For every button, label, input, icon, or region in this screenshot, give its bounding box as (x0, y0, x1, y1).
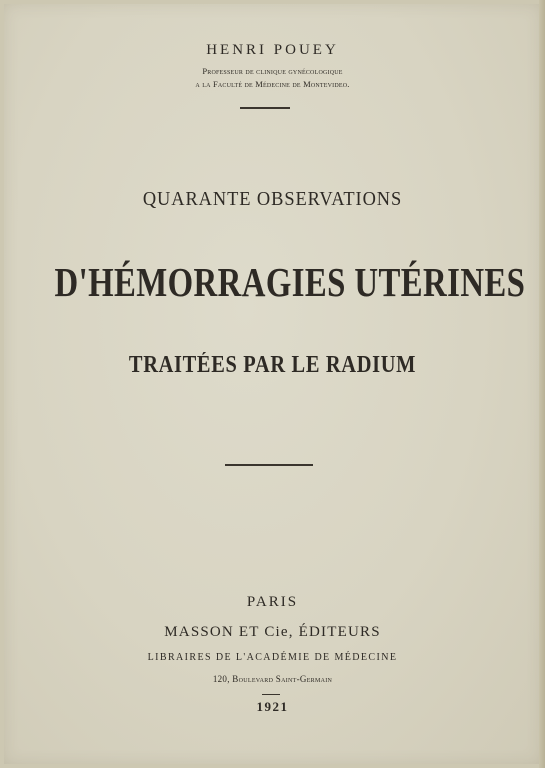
year-divider (262, 694, 280, 695)
top-divider (240, 107, 290, 109)
author-name: HENRI POUEY (206, 42, 339, 58)
publisher-address: 120, Boulevard Saint-Germain (212, 674, 333, 684)
publisher-name: MASSON ET Cie, ÉDITEURS (164, 624, 381, 640)
publication-year: 1921 (256, 699, 289, 714)
title-line-3: TRAITÉES PAR LE RADIUM (128, 352, 417, 378)
author-affiliation-line-2: a la Faculté de Médecine de Montevideo. (195, 79, 350, 89)
publisher-city: PARIS (246, 594, 299, 610)
middle-divider (225, 464, 313, 466)
title-line-1: QUARANTE OBSERVATIONS (142, 188, 403, 210)
title-main: D'HÉMORRAGIES UTÉRINES (54, 259, 526, 305)
author-affiliation-line-1: Professeur de clinique gynécologique (202, 66, 343, 76)
publisher-note: LIBRAIRES DE L'ACADÉMIE DE MÉDECINE (147, 652, 398, 663)
